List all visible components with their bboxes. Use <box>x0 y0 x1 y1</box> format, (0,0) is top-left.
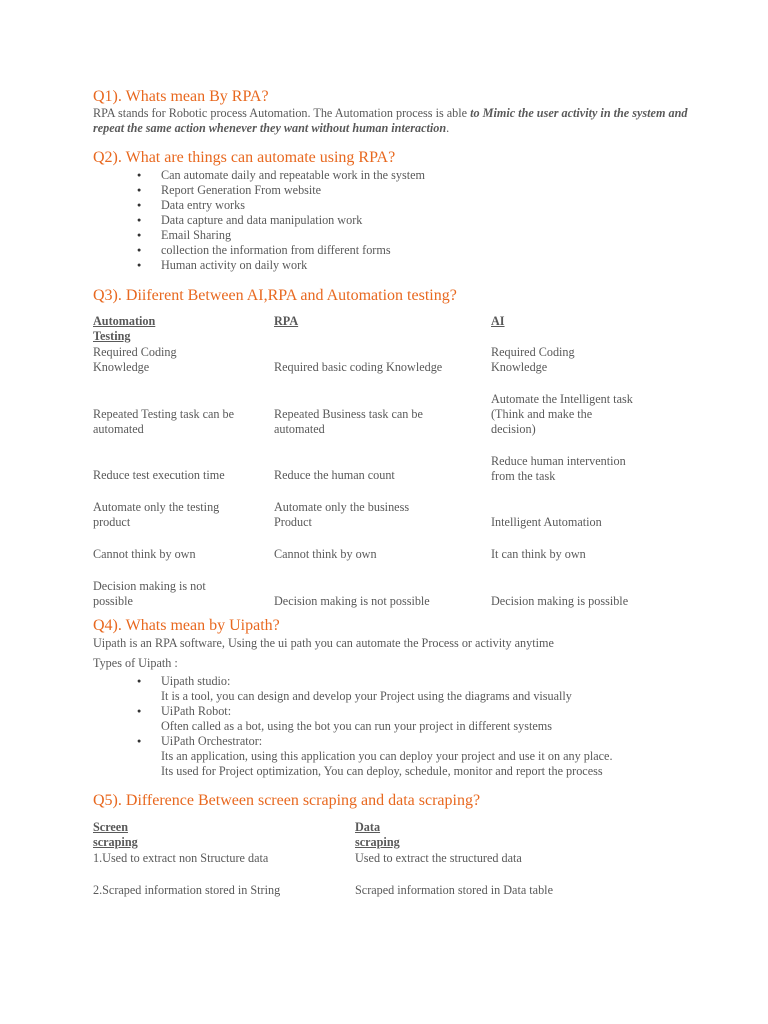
table-cell: It can think by own <box>491 547 586 561</box>
q1-answer-end: . <box>446 121 450 135</box>
list-item-title: ● UiPath Robot: <box>161 704 232 718</box>
q4-list <box>161 674 613 779</box>
list-item: ● Report Generation From website <box>161 183 425 198</box>
table-cell: Automate only the testing product <box>93 500 220 529</box>
list-item: ● Can automate daily and repeatable work in the system <box>161 168 425 183</box>
q1-answer-emphasis: to Mimic the user activity in the system and repeat the same action whenever they want without human interaction <box>93 106 688 135</box>
table-cell: Decision making is not possible <box>93 579 206 608</box>
table-cell: Required basic coding Knowledge <box>274 360 443 374</box>
q2-heading: Q2). What are things can automate using RPA? <box>93 149 396 166</box>
list-item-title: ● UiPath Orchestrator: <box>161 734 263 748</box>
table-cell: 1.Used to extract non Structure data <box>93 851 269 865</box>
q3-heading: Q3). Diiferent Between AI,RPA and Automation testing? <box>93 287 457 304</box>
table-cell: Decision making is possible <box>491 594 629 608</box>
list-item <box>161 674 613 704</box>
list-item: ● collection the information from different forms <box>161 243 425 258</box>
list-item <box>161 704 613 734</box>
q2-list <box>161 168 425 273</box>
q3-header-ai: AI <box>491 314 505 328</box>
q4-types-label: Types of Uipath : <box>93 656 178 670</box>
table-cell: Intelligent Automation <box>491 515 602 529</box>
table-cell: Reduce the human count <box>274 468 395 482</box>
table-cell: Automate the Intelligent task (Think and make the decision) <box>491 392 633 436</box>
table-cell: Cannot think by own <box>274 547 377 561</box>
table-cell: Reduce human intervention from the task <box>491 454 626 483</box>
list-item-desc: It is a tool, you can design and develop your Project using the diagrams and visually <box>161 689 572 703</box>
list-item: ● Data entry works <box>161 198 425 213</box>
list-item-title: ● Uipath studio: <box>161 674 231 688</box>
q5-heading: Q5). Difference Between screen scraping and data scraping? <box>93 792 481 809</box>
q1-answer-plain: RPA stands for Robotic process Automation. The Automation process is able <box>93 106 471 120</box>
list-item-desc: Often called as a bot, using the bot you can run your project in different systems <box>161 719 553 733</box>
q3-header-automation-testing: Automation Testing <box>93 314 156 343</box>
table-cell: Automate only the business Product <box>274 500 410 529</box>
table-cell: Reduce test execution time <box>93 468 225 482</box>
table-cell: Decision making is not possible <box>274 594 430 608</box>
table-cell: Used to extract the structured data <box>355 851 522 865</box>
table-cell: Required Coding Knowledge <box>93 345 177 374</box>
q4-intro: Uipath is an RPA software, Using the ui path you can automate the Process or activity anytime <box>93 636 554 650</box>
q1-answer <box>93 106 693 136</box>
list-item: ● Email Sharing <box>161 228 425 243</box>
list-item <box>161 734 613 779</box>
list-item-desc: Its an application, using this application you can deploy your project and use it on any place. <box>161 749 613 763</box>
q5-header-data-scraping: Data scraping <box>355 820 400 849</box>
table-cell: Cannot think by own <box>93 547 196 561</box>
list-item-desc: Its used for Project optimization, You can deploy, schedule, monitor and report the process <box>161 764 603 778</box>
q5-header-screen-scraping: Screen scraping <box>93 820 138 849</box>
table-cell: 2.Scraped information stored in String <box>93 883 281 897</box>
list-item: ● Data capture and data manipulation work <box>161 213 425 228</box>
table-cell: Scraped information stored in Data table <box>355 883 553 897</box>
q4-heading: Q4). Whats mean by Uipath? <box>93 617 280 634</box>
table-cell: Repeated Testing task can be automated <box>93 407 235 436</box>
q3-header-rpa: RPA <box>274 314 299 328</box>
q1-heading: Q1). Whats mean By RPA? <box>93 88 269 105</box>
list-item: ● Human activity on daily work <box>161 258 425 273</box>
table-cell: Repeated Business task can be automated <box>274 407 423 436</box>
table-cell: Required Coding Knowledge <box>491 345 575 374</box>
